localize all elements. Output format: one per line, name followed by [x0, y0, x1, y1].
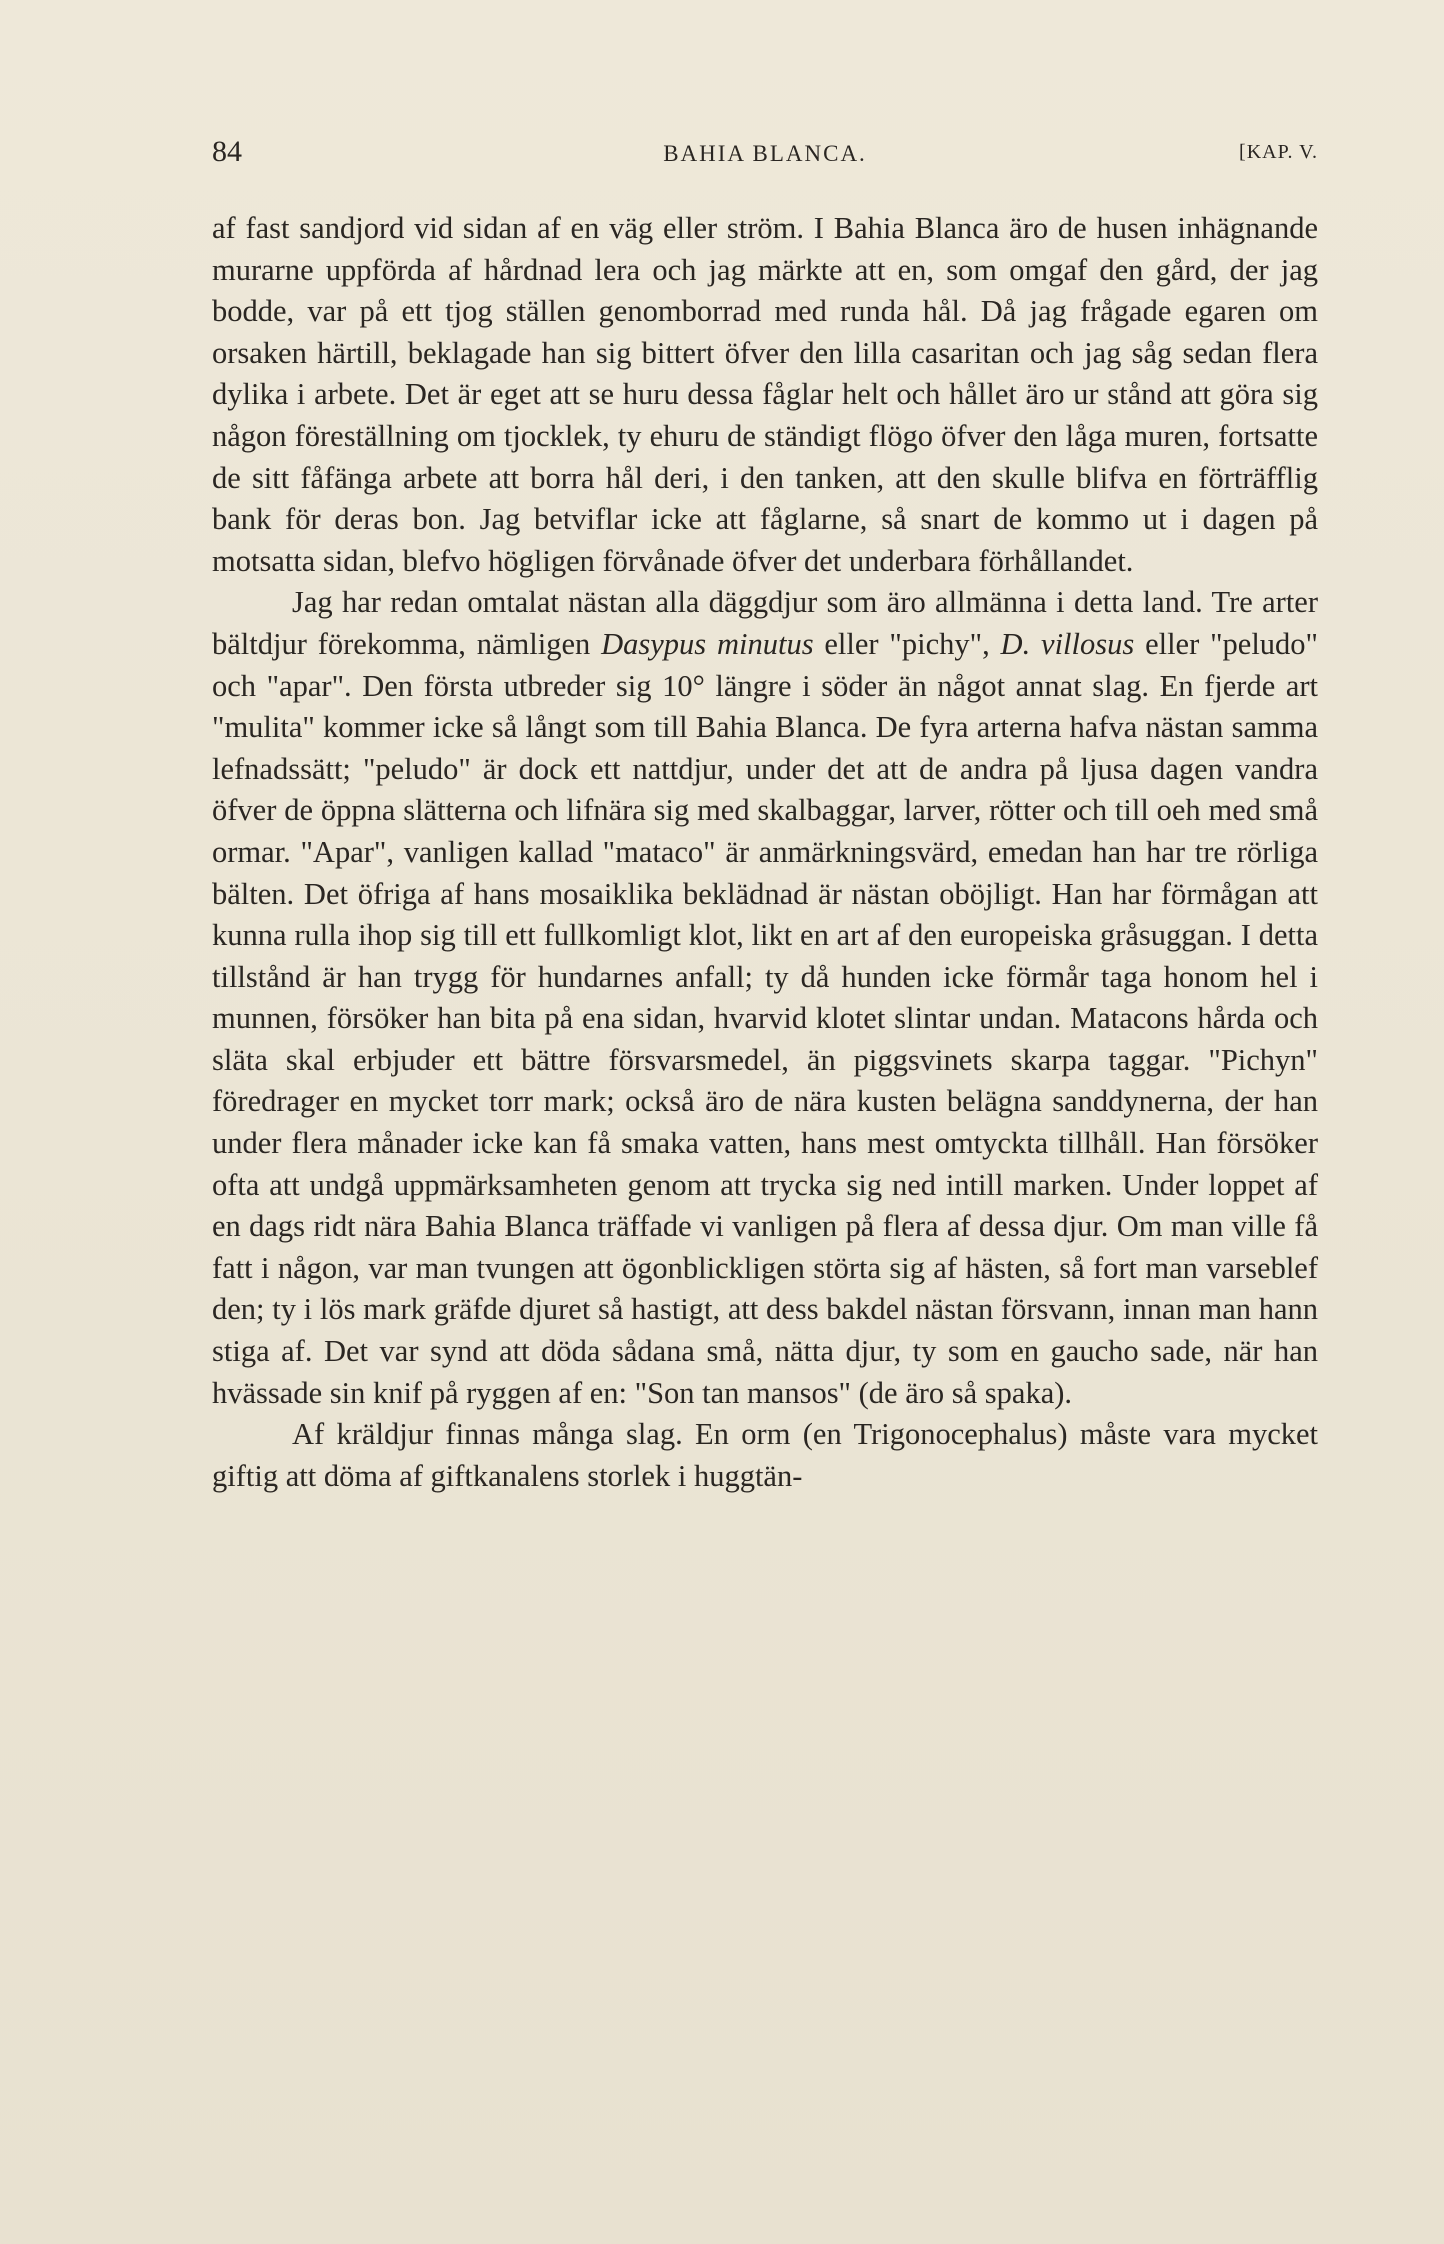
paragraph-casarita: af fast sandjord vid sidan af en väg eller ström. I Bahia Blanca äro de husen inhägnande murarne uppförda af hårdnad lera och jag märkte att en, som omgaf den gård, der jag bodde, var på ett tjog ställen genomborrad med runda hål. Då jag frågade egaren om orsaken härtill, beklagade han sig bittert öfver den lilla casaritan och jag såg sedan flera dylika i arbete. Det är eget att se huru dessa fåglar helt och hållet äro ur stånd att göra sig någon föreställning om tjocklek, ty ehuru de ständigt flögo öfver den låga muren, fortsatte de sitt fåfänga arbete att borra hål deri, i den tanken, att den skulle blifva en förträfflig bank för deras bon. Jag betviflar icke att fåglarne, så snart de kommo ut i dagen på motsatta sidan, blefvo högligen förvånade öfver det underbara förhållandet. [212, 211, 1318, 578]
species-name-d-villosus: D. villosus [1000, 626, 1135, 661]
species-name-dasypus-minutus: Dasypus minutus [601, 626, 814, 661]
body-text [212, 208, 1318, 1497]
chapter-reference: [KAP. V. [1239, 141, 1318, 163]
paragraph-armadillos-part-2: eller "pichy", [813, 626, 1001, 661]
paragraph-armadillos-part-1: Jag har redan omtalat nästan alla däggdjur som äro allmänna i detta land. Tre arter bältdjur förekomma, nämligen [212, 585, 1318, 661]
paragraph-armadillos [212, 582, 1318, 1414]
page-number: 84 [212, 135, 242, 168]
paragraph-armadillos-part-3: eller "peludo" och "apar". Den första utbreder sig 10° längre i söder än något annat slag. En fjerde art "mulita" kommer icke så långt som till Bahia Blanca. De fyra arterna hafva nästan samma lefnadssätt; "peludo" är dock ett nattdjur, under det att de andra på ljusa dagen vandra öfver de öppna slätterna och lifnära sig med skalbaggar, larver, rötter och till oeh med små ormar. "Apar", vanligen kallad "mataco" är anmärkningsvärd, emedan han har tre rörliga bälten. Det öfriga af hans mosaiklika beklädnad är nästan oböjligt. Han har förmågan att kunna rulla ihop sig till ett fullkomligt klot, likt en art af den europeiska gråsuggan. I detta tillstånd är han trygg för hundarnes anfall; ty då hunden icke förmår taga honom hel i munnen, försöker han bita på ena sidan, hvarvid klotet slintar undan. Matacons hårda och släta skal erbjuder ett bättre försvarsmedel, än piggsvinets skarpa taggar. "Pichyn" föredrager en mycket torr mark; också äro de nära kusten belägna sanddynerna, der han under flera månader icke kan få smaka vatten, hans mest omtyckta tillhåll. Han försöker ofta att undgå uppmärksamheten genom att trycka sig ned intill marken. Under loppet af en dags ridt nära Bahia Blanca träffade vi vanligen på flera af dessa djur. Om man ville få fatt i någon, var man tvungen att ögonblickligen störta sig af hästen, så fort man varseblef den; ty i lös mark gräfde djuret så hastigt, att dess bakdel nästan försvann, innan man hann stiga af. Det var synd att döda sådana små, nätta djur, ty som en gaucho sade, när han hvässade sin knif på ryggen af en: "Son tan mansos" (de äro så spaka). [212, 626, 1318, 1410]
running-head [212, 135, 1318, 175]
running-title: BAHIA BLANCA. [663, 141, 867, 166]
paragraph-reptiles: Af kräldjur finnas många slag. En orm (en Trigonocephalus) måste vara mycket giftig att döma af giftkanalens storlek i huggtän- [212, 1417, 1318, 1493]
